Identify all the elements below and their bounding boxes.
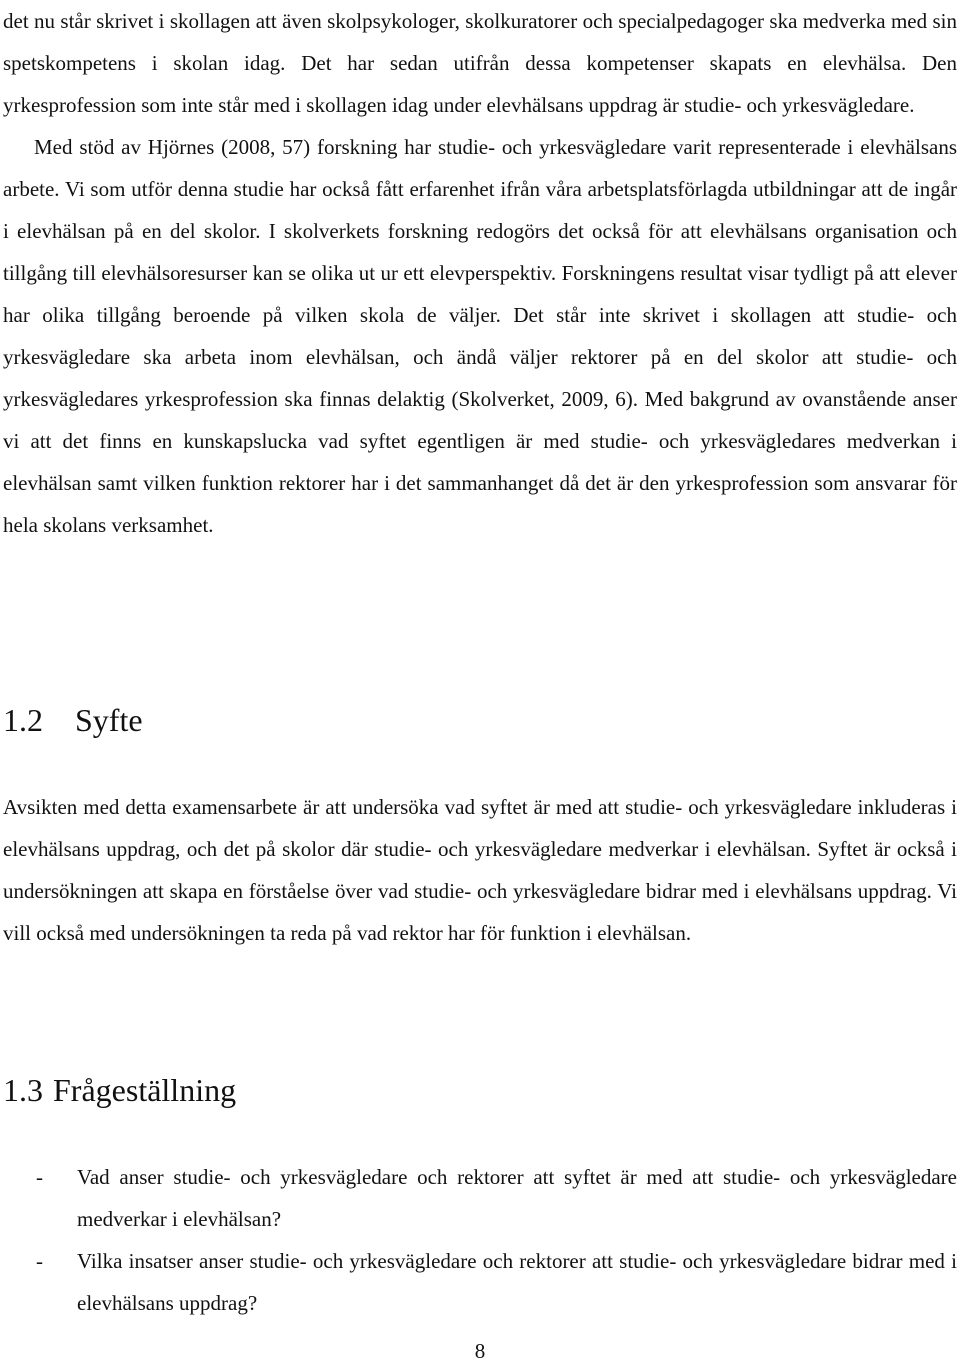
section-title: Syfte	[75, 702, 143, 738]
section-number: 1.2	[3, 702, 43, 738]
intro-sentence: Det har sedan utifrån dessa kompetenser skapats en elevhälsa.	[301, 51, 907, 75]
syfte-sentence: Avsikten med detta examensarbete är att undersöka vad syftet är med att studie- och yrkesvägledare inkluderas i elevhälsans uppdrag, och det på skolor där studie- och yrkesvägledare medverkar i elevhälsan.	[3, 795, 957, 861]
intro-sentence: Det står inte skrivet i skollagen att studie- och yrkesvägledare ska arbeta inom elevhälsan, och ändå väljer rektorer på en del skolor att studie- och yrkesvägledares yrkesprofession ska finnas delaktig (Skolverket, 2009, 6).	[3, 303, 957, 411]
section-number: 1.3	[3, 1072, 43, 1108]
question-item	[3, 1240, 957, 1324]
section-title: Frågeställning	[53, 1072, 237, 1108]
question-text: Vilka insatser anser studie- och yrkesvägledare och rektorer att studie- och yrkesvägledare bidrar med i elevhälsans uppdrag?	[77, 1249, 957, 1315]
intro-paragraph	[3, 0, 957, 546]
section-heading-syfte	[3, 700, 143, 740]
section-heading-fragestallning	[3, 1070, 236, 1110]
syfte-paragraph	[3, 786, 957, 954]
question-item	[3, 1156, 957, 1240]
page-number: 8	[474, 1339, 486, 1363]
dash-bullet: -	[36, 1249, 43, 1273]
syfte-sentence: Vi vill också med undersökningen ta reda på vad rektor har för funktion i elevhälsan.	[3, 879, 957, 945]
intro-sentence: det nu står skrivet i skollagen att även skolpsykologer, skolkuratorer och specialpedagoger ska medverka med sin spetskompetens i skolan idag.	[3, 9, 957, 75]
syfte-sentence: Syftet är också i undersökningen att skapa en förståelse över vad studie- och yrkesvägledare bidrar med i elevhälsans uppdrag.	[3, 837, 958, 903]
intro-sentence: Vi som utför denna studie har också fått erfarenhet ifrån våra arbetsplatsförlagda utbildningar att de ingår i elevhälsan på en del skolor.	[3, 177, 958, 243]
intro-sentence: Med bakgrund av ovanstående anser vi att det finns en kunskapslucka vad syftet egentligen är med studie- och yrkesvägledares medverkan i elevhälsan samt vilken funktion rektorer har i det sammanhanget då det är den yrkesprofession som ansvarar för hela skolans verksamhet.	[3, 387, 957, 537]
question-text: Vad anser studie- och yrkesvägledare och rektorer att syftet är med att studie- och yrkesvägledare medverkar i elevhälsan?	[77, 1165, 957, 1231]
intro-sentence: Med stöd av Hjörnes (2008, 57) forskning har studie- och yrkesvägledare varit representerade i elevhälsans arbete.	[3, 135, 957, 201]
dash-bullet: -	[36, 1165, 43, 1189]
intro-sentence: Forskningens resultat visar tydligt på att elever har olika tillgång beroende på vilken skola de väljer.	[3, 261, 957, 327]
question-list	[3, 1156, 957, 1324]
intro-sentence: Den yrkesprofession som inte står med i skollagen idag under elevhälsans uppdrag är studie- och yrkesvägledare.	[3, 51, 958, 117]
intro-sentence: I skolverkets forskning redogörs det också för att elevhälsans organisation och tillgång till elevhälsoresurser kan se olika ut ur ett elevperspektiv.	[3, 219, 958, 285]
